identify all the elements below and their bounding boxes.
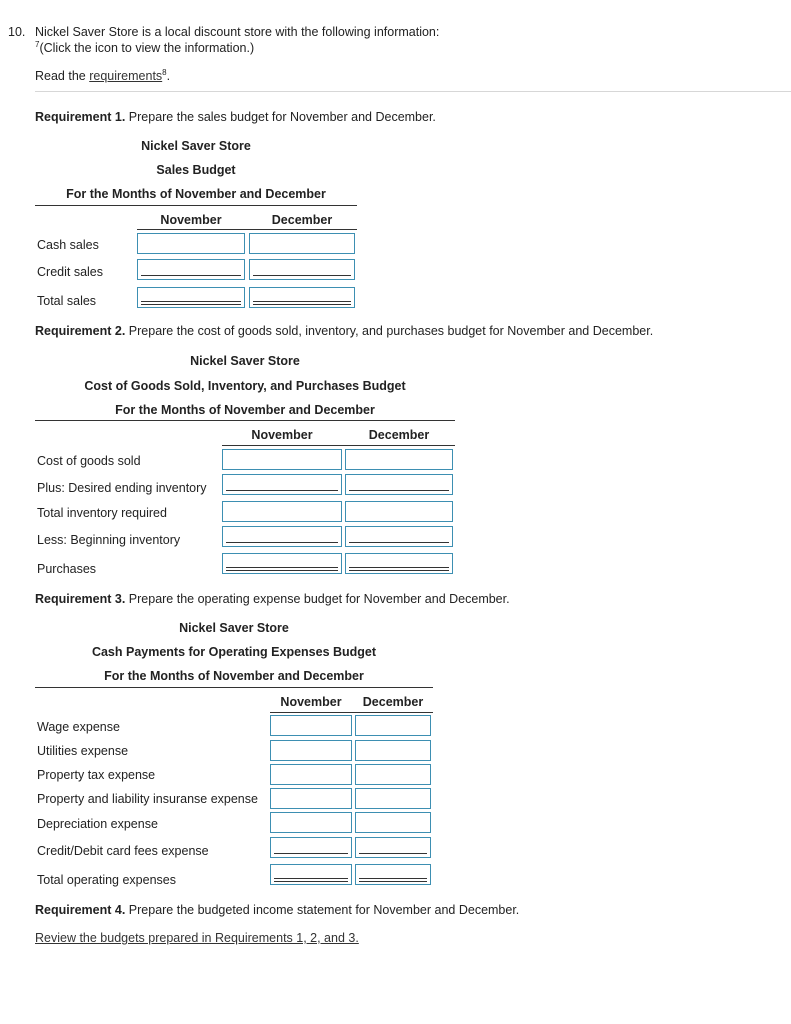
req3-row-label: Property and liability insuranse expense	[37, 792, 258, 806]
req1-credit-sales-nov-input[interactable]	[137, 259, 245, 280]
req1-period: For the Months of November and December	[66, 187, 326, 201]
req1-total-sales-nov-input[interactable]	[137, 287, 245, 308]
req3-utilities-dec-input[interactable]	[355, 740, 431, 761]
read-suffix: .	[166, 69, 171, 84]
req2-col-december: December	[368, 428, 430, 442]
req3-utilities-nov-input[interactable]	[270, 740, 352, 761]
info-ref: 7	[35, 40, 40, 49]
req3-depreciation-nov-input[interactable]	[270, 812, 352, 833]
req2-row-label: Cost of goods sold	[37, 454, 141, 468]
req3-card-fees-dec-input[interactable]	[355, 837, 431, 858]
req2-cogs-nov-input[interactable]	[222, 449, 342, 470]
req3-total-opex-dec-input[interactable]	[355, 864, 431, 885]
req2-label: Requirement 2.	[35, 324, 126, 338]
req3-property-tax-nov-input[interactable]	[270, 764, 352, 785]
req3-insurance-dec-input[interactable]	[355, 788, 431, 809]
req1-heading	[35, 110, 436, 124]
req3-total-opex-nov-input[interactable]	[270, 864, 352, 885]
requirements-link[interactable]: requirements	[89, 69, 163, 84]
req2-company: Nickel Saver Store	[190, 354, 300, 368]
req2-header-rule	[35, 420, 455, 421]
req2-row-label: Total inventory required	[37, 506, 167, 520]
req3-property-tax-dec-input[interactable]	[355, 764, 431, 785]
req1-label: Requirement 1.	[35, 110, 126, 124]
info-line[interactable]	[35, 40, 254, 55]
req1-credit-sales-dec-input[interactable]	[249, 259, 355, 280]
req1-row-label: Credit sales	[37, 265, 103, 279]
req2-purchases-nov-input[interactable]	[222, 553, 342, 574]
question-intro: Nickel Saver Store is a local discount store with the following information:	[35, 25, 440, 39]
req2-beginning-inventory-dec-input[interactable]	[345, 526, 453, 547]
req3-text: Prepare the operating expense budget for November and December.	[125, 592, 510, 606]
req2-beginning-inventory-nov-input[interactable]	[222, 526, 342, 547]
req2-total-inventory-dec-input[interactable]	[345, 501, 453, 522]
req3-header-rule	[35, 687, 433, 688]
req2-cogs-dec-input[interactable]	[345, 449, 453, 470]
req4-label: Requirement 4.	[35, 903, 126, 917]
read-requirements-line	[35, 68, 170, 83]
req3-depreciation-dec-input[interactable]	[355, 812, 431, 833]
req3-row-label: Credit/Debit card fees expense	[37, 844, 209, 858]
req2-row-label: Less: Beginning inventory	[37, 533, 181, 547]
req1-title: Sales Budget	[156, 163, 236, 177]
req1-text: Prepare the sales budget for November and December.	[125, 110, 436, 124]
req2-purchases-dec-input[interactable]	[345, 553, 453, 574]
req2-heading	[35, 324, 653, 338]
req3-row-label: Utilities expense	[37, 744, 129, 758]
req3-col-november: November	[280, 695, 342, 709]
req3-col-rule	[270, 712, 433, 713]
req4-heading	[35, 903, 519, 917]
req2-row-label: Purchases	[37, 562, 97, 576]
req1-company: Nickel Saver Store	[141, 139, 251, 153]
req3-row-label: Wage expense	[37, 720, 120, 734]
req4-text: Prepare the budgeted income statement for November and December.	[125, 903, 520, 917]
requirements-ref: 8	[162, 68, 167, 77]
req3-heading	[35, 592, 510, 606]
req3-card-fees-nov-input[interactable]	[270, 837, 352, 858]
req1-header-rule	[35, 205, 357, 206]
req3-title: Cash Payments for Operating Expenses Budget	[91, 645, 377, 659]
section-divider	[35, 91, 791, 92]
req3-wage-dec-input[interactable]	[355, 715, 431, 736]
req3-company: Nickel Saver Store	[179, 621, 289, 635]
req3-insurance-nov-input[interactable]	[270, 788, 352, 809]
req3-label: Requirement 3.	[35, 592, 126, 606]
req2-col-rule	[222, 445, 455, 446]
req3-wage-nov-input[interactable]	[270, 715, 352, 736]
req3-col-december: December	[362, 695, 424, 709]
question-number: 10.	[8, 25, 26, 39]
req3-row-label: Total operating expenses	[37, 873, 176, 887]
req1-row-label: Cash sales	[37, 238, 99, 252]
req1-cash-sales-dec-input[interactable]	[249, 233, 355, 254]
req2-ending-inventory-nov-input[interactable]	[222, 474, 342, 495]
req2-total-inventory-nov-input[interactable]	[222, 501, 342, 522]
req3-row-label: Property tax expense	[37, 768, 156, 782]
req1-col-november: November	[160, 213, 222, 227]
req2-title: Cost of Goods Sold, Inventory, and Purchases Budget	[84, 379, 406, 393]
read-prefix: Read the	[35, 69, 90, 84]
req3-row-label: Depreciation expense	[37, 817, 158, 831]
req1-row-label: Total sales	[37, 294, 97, 308]
req1-total-sales-dec-input[interactable]	[249, 287, 355, 308]
info-text: (Click the icon to view the information.)	[39, 41, 255, 56]
req2-ending-inventory-dec-input[interactable]	[345, 474, 453, 495]
req1-cash-sales-nov-input[interactable]	[137, 233, 245, 254]
req1-col-rule	[137, 229, 357, 230]
req3-period: For the Months of November and December	[104, 669, 364, 683]
req2-row-label: Plus: Desired ending inventory	[37, 481, 207, 495]
req2-col-november: November	[251, 428, 313, 442]
req2-period: For the Months of November and December	[115, 403, 375, 417]
req1-col-december: December	[271, 213, 333, 227]
review-budgets-link[interactable]: Review the budgets prepared in Requirements 1, 2, and 3.	[35, 931, 359, 945]
req2-text: Prepare the cost of goods sold, inventory, and purchases budget for November and December.	[125, 324, 654, 338]
